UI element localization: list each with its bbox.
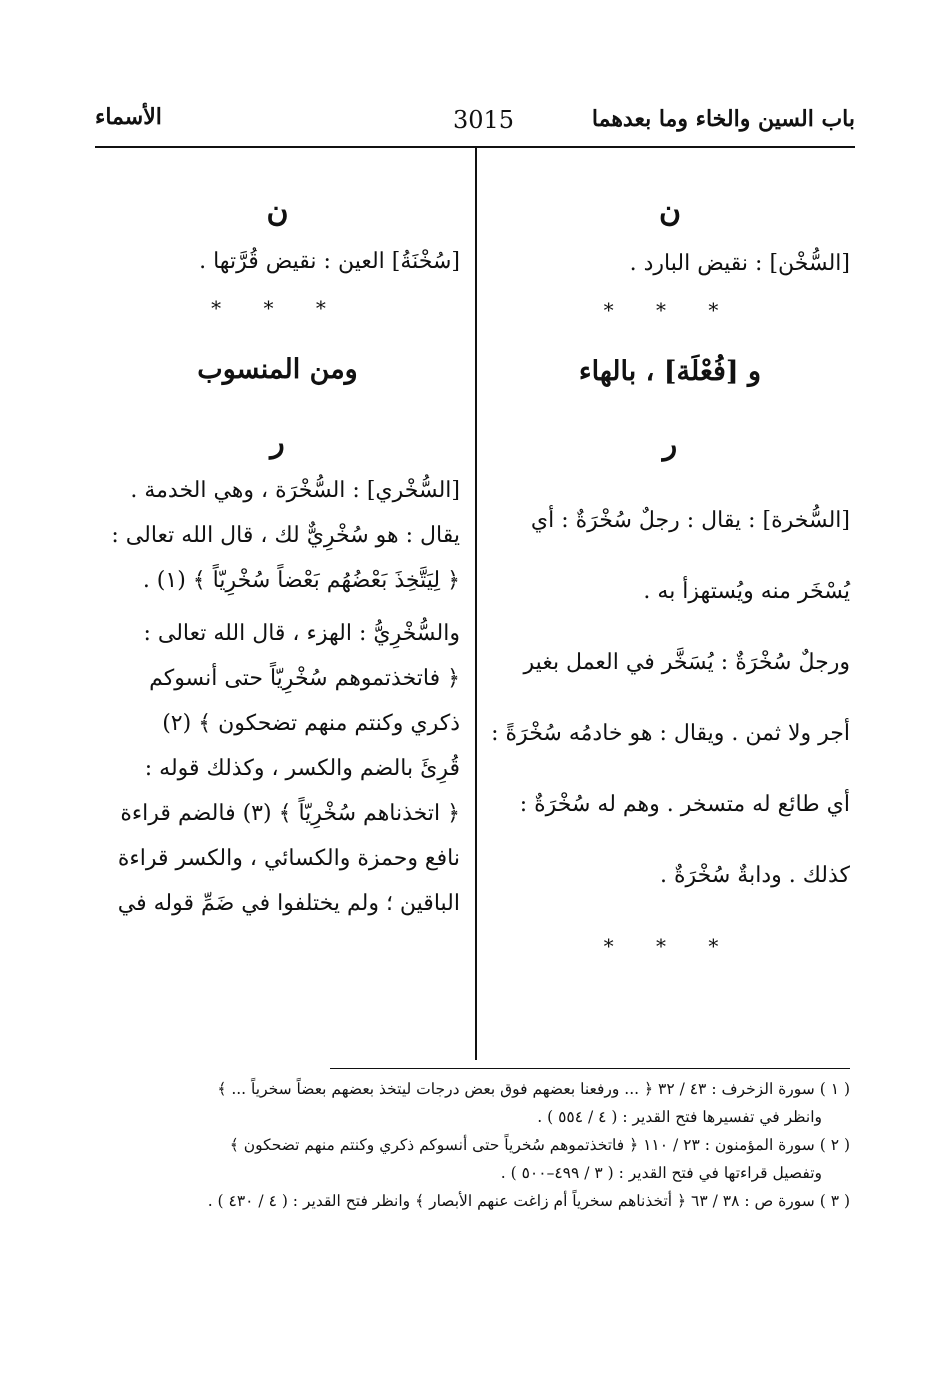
left-section-heading: ومن المنسوب: [197, 354, 358, 385]
right-line: يُسْخَر منه ويُستهزأ به .: [643, 579, 850, 604]
right-letter-ra: ر: [662, 427, 678, 462]
left-line: الباقين ؛ ولم يختلفوا في ضَمِّ قوله في: [117, 891, 460, 916]
right-section-heading: و [فُعْلَة] ، بالهاء: [578, 356, 762, 387]
column-divider: [475, 148, 477, 1060]
right-letter-nun: ن: [658, 194, 682, 229]
footnotes: [95, 1080, 850, 1210]
left-line: يقال : هو سُخْرِيٌّ لك ، قال الله تعالى :: [111, 523, 460, 548]
footnote-divider: [330, 1068, 850, 1069]
page-number: 3015: [453, 106, 515, 134]
footnote-line: ( ٢ ) سورة المؤمنون : ٢٣ / ١١٠ ﴿ فاتخذتموهم سُخرياً حتى أنسوكم ذكري وكنتم منهم تضحكون ﴾: [229, 1136, 850, 1154]
right-line: أي طائع له متسخر . وهم له سُخْرَةٌ :: [519, 792, 850, 817]
right-stars-1: * * *: [603, 298, 737, 322]
right-line: [السُّخرة] : يقال : رجلٌ سُخْرَةٌ : أي: [530, 508, 850, 533]
right-entry-sukhn: [السُّخْن] : نقيض البارد .: [629, 251, 850, 276]
left-line: قُرِئَ بالضم والكسر ، وكذلك قوله :: [144, 756, 460, 781]
section-title: الأسماء: [95, 104, 162, 130]
left-line: [السُّخْري] : السُّخْرَة ، وهي الخدمة .: [130, 478, 460, 503]
footnote-line: وتفصيل قراءتها في فتح القدير : ( ٣ / ٤٩٩–٥٠٠ ) .: [500, 1164, 822, 1182]
left-letter-nun: ن: [266, 194, 289, 229]
right-stars-2: * * *: [603, 934, 737, 958]
right-line: أجر ولا ثمن . ويقال : هو خادمُه سُخْرَةً :: [491, 721, 850, 746]
footnote-line: ( ٣ ) سورة ص : ٣٨ / ٦٣ ﴿ أتخذناهم سخرياً أم زاغت عنهم الأبصار ﴾ وانظر فتح القدير : ( ٤ / ٤٣٠ ) .: [207, 1192, 850, 1210]
left-line: نافع وحمزة والكسائي ، والكسر قراءة: [117, 846, 460, 871]
left-line: والسُّخْرِيُّ : الهزء ، قال الله تعالى :: [143, 621, 460, 646]
left-line: ﴿ اتخذناهم سُخْرِيّاً ﴾ (٣) فالضم قراءة: [120, 801, 460, 826]
page-header: [95, 100, 855, 144]
left-letter-ra: ر: [270, 425, 285, 460]
left-column: [95, 180, 460, 916]
left-line: ﴿ فاتخذتموهم سُخْرِيّاً حتى أنسوكم: [149, 666, 460, 691]
right-line: كذلك . ودابةٌ سُخْرَةٌ .: [660, 863, 850, 888]
footnote-line: ( ١ ) سورة الزخرف : ٤٣ / ٣٢ ﴿ ... ورفعنا بعضهم فوق بعض درجات ليتخذ بعضهم بعضاً سخرياً ... ﴾: [217, 1080, 850, 1098]
right-column: [490, 180, 850, 958]
left-line: ذكري وكنتم منهم تضحكون ﴾ (٢): [162, 711, 460, 736]
footnote-line: وانظر في تفسيرها فتح القدير : ( ٤ / ٥٥٤ ) .: [537, 1108, 822, 1126]
chapter-title: باب السين والخاء وما بعدهما: [591, 106, 855, 132]
right-line: ورجلٌ سُخْرَةٌ : يُسَخَّر في العمل بغير: [523, 650, 850, 675]
left-stars-1: * * *: [211, 296, 344, 320]
left-line: ﴿ لِيَتَّخِذَ بَعْضُهُم بَعْضاً سُخْرِيّاً ﴾ (١) .: [142, 568, 460, 593]
left-entry-sukhna: [سُخْنَةُ] العين : نقيض قُرَّتها .: [199, 249, 460, 274]
